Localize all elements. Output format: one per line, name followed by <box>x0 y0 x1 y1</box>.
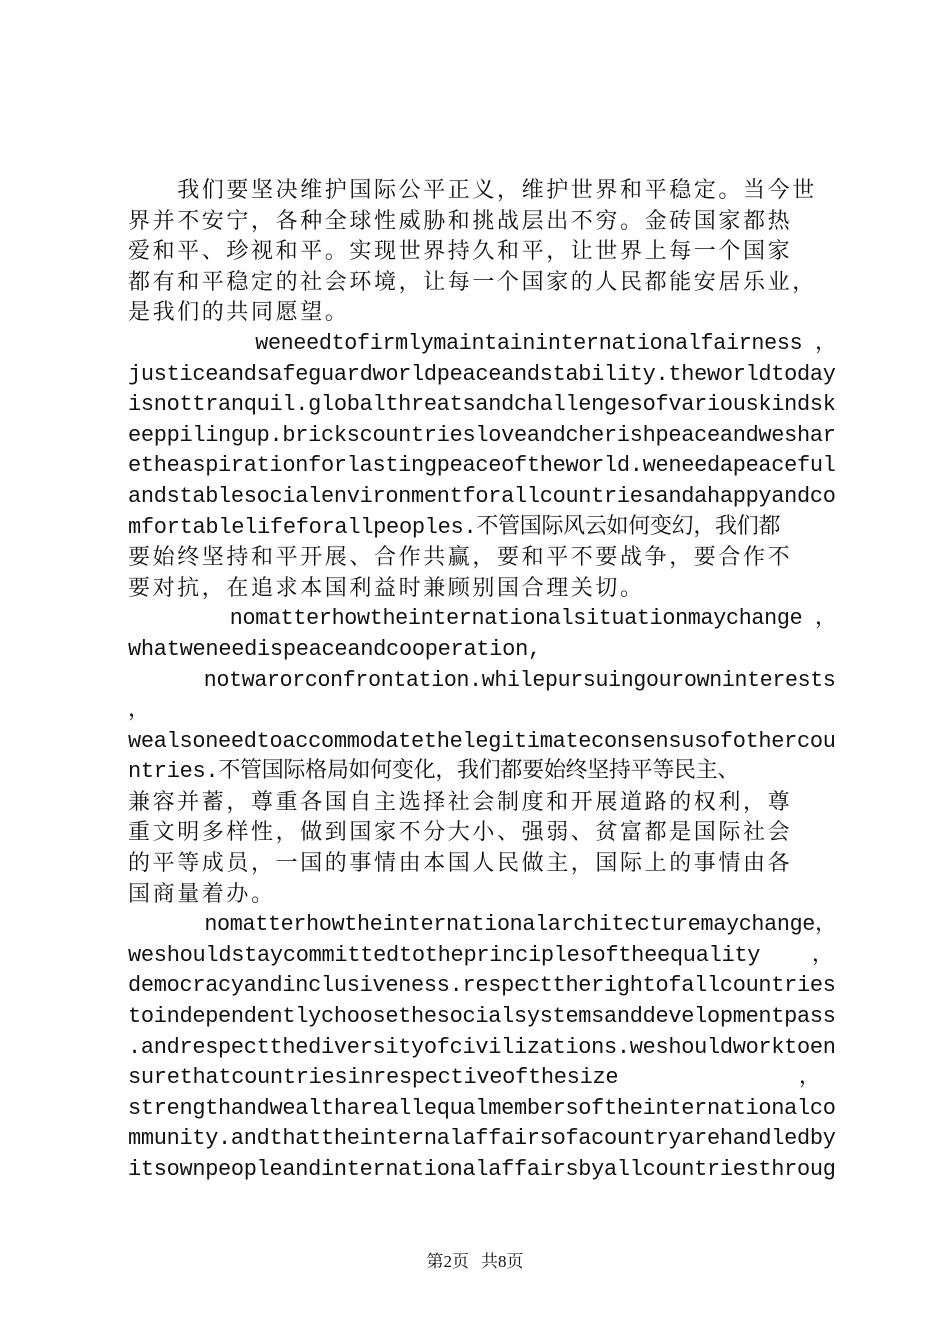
text-line: surethatcountriesinrespectiveofthesize ， <box>128 1065 821 1091</box>
text-line: 是我们的共同愿望。 <box>128 300 350 326</box>
text-line: notwarorconfrontation.whilepursuingourowninterests <box>128 667 836 693</box>
text-line: strengthandwealthareallequalmembersoftheinternationalco <box>128 1095 836 1121</box>
text-line: mfortablelifeforallpeoples.不管国际风云如何变幻，我们都 <box>128 514 781 540</box>
text-line: mmunity.andthattheinternalaffairsofacountryarehandledby <box>128 1126 836 1152</box>
text-line: ， <box>128 698 150 724</box>
text-line: .andrespectthediversityofcivilizations.weshouldworktoen <box>128 1034 836 1060</box>
text-line: democracyandinclusiveness.respecttherightofallcountries <box>128 973 836 999</box>
text-line: itsownpeopleandinternationalaffairsbyallcountriesthroug <box>128 1157 836 1182</box>
document-body <box>128 176 836 1186</box>
text-line: 国商量着办。 <box>128 881 276 907</box>
text-line: wealsoneedtoaccommodatethelegitimateconsensusofothercou <box>128 728 836 754</box>
text-line: 重文明多样性，做到国家不分大小、强弱、贫富都是国际社会 <box>128 820 793 846</box>
text-line: 的平等成员，一国的事情由本国人民做主，国际上的事情由各 <box>128 851 793 877</box>
page-total: 共8页 <box>481 1252 524 1271</box>
text-line: justiceandsafeguardworldpeaceandstability.theworldtoday <box>128 361 836 387</box>
text-line: eeppilingup.brickscountriesloveandcherishpeaceandweshar <box>128 422 836 448</box>
text-line: ntries.不管国际格局如何变化，我们都要始终坚持平等民主、 <box>128 759 740 785</box>
text-line: 要始终坚持和平开展、合作共赢，要和平不要战争，要合作不 <box>128 545 793 571</box>
text-line: 都有和平稳定的社会环境，让每一个国家的人民都能安居乐业， <box>128 269 817 295</box>
text-line: 界并不安宁，各种全球性威胁和挑战层出不穷。金砖国家都热 <box>128 208 793 234</box>
text-line: weneedtofirmlymaintaininternationalfairness ， <box>128 330 837 356</box>
text-line: 我们要坚决维护国际公平正义，维护世界和平稳定。当今世 <box>128 178 817 203</box>
text-line: toindependentlychoosethesocialsystemsanddevelopmentpass <box>128 1004 836 1030</box>
page-footer <box>0 1247 950 1272</box>
text-line: etheaspirationforlastingpeaceoftheworld.weneedapeaceful <box>128 453 836 479</box>
text-line: 要对抗，在追求本国利益时兼顾别国合理关切。 <box>128 575 645 601</box>
text-line: weshouldstaycommittedtotheprinciplesoftheequality ， <box>128 942 834 968</box>
page-number: 第2页 <box>426 1252 469 1271</box>
text-line: 爱和平、珍视和平。实现世界持久和平，让世界上每一个国家 <box>128 239 793 265</box>
text-line: 兼容并蓄，尊重各国自主选择社会制度和开展道路的权利，尊 <box>128 789 793 815</box>
text-line: whatweneedispeaceandcooperation, <box>128 636 541 662</box>
text-line: andstablesocialenvironmentforallcountriesandahappyandco <box>128 483 836 509</box>
text-line: nomatterhowtheinternationalarchitecturemaychange， <box>128 912 837 938</box>
text-line: nomatterhowtheinternationalsituationmaychange ， <box>128 606 837 632</box>
text-line: isnottranquil.globalthreatsandchallengesofvariouskindsk <box>128 392 836 418</box>
